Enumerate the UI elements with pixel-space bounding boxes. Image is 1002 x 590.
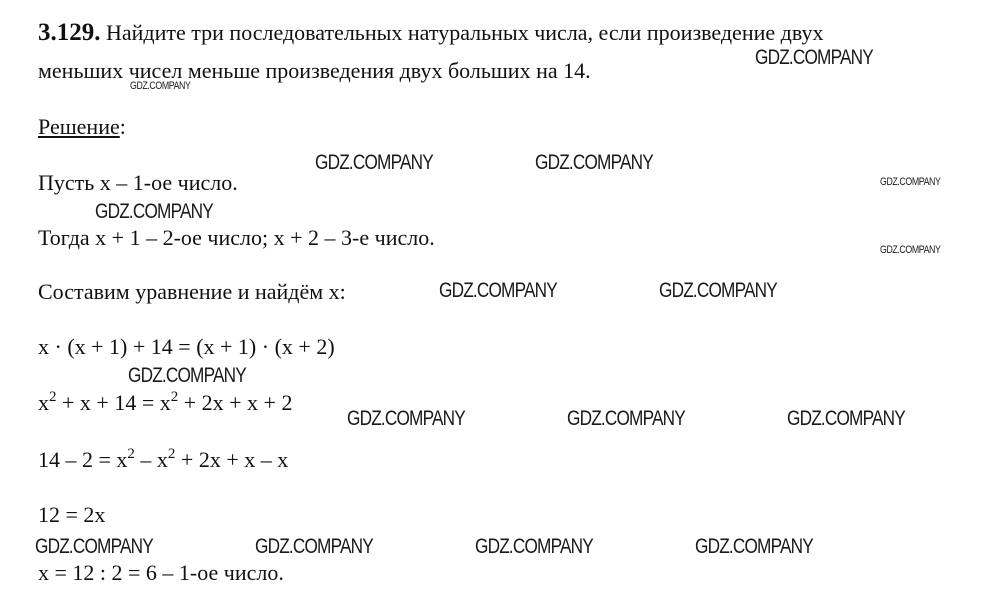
watermark: GDZ.COMPANY	[659, 279, 777, 302]
watermark: GDZ.COMPANY	[535, 151, 653, 174]
eq3-part-b: – x	[134, 447, 168, 472]
solution-compose-line: Составим уравнение и найдём x:	[38, 279, 346, 304]
watermark: GDZ.COMPANY	[695, 535, 813, 558]
watermark: GDZ.COMPANY	[880, 244, 941, 256]
watermark: GDZ.COMPANY	[255, 535, 373, 558]
watermark: GDZ.COMPANY	[128, 364, 246, 387]
eq3-exponent-2: 2	[167, 446, 176, 462]
watermark: GDZ.COMPANY	[787, 407, 905, 430]
equation-2	[38, 390, 292, 419]
equation-1: x · (x + 1) + 14 = (x + 1) · (x + 2)	[38, 334, 335, 359]
solution-heading-colon: :	[119, 114, 126, 139]
equation-5: x = 12 : 2 = 6 – 1-ое число.	[38, 560, 284, 585]
watermark: GDZ.COMPANY	[95, 200, 213, 223]
watermark: GDZ.COMPANY	[35, 535, 153, 558]
watermark: GDZ.COMPANY	[567, 407, 685, 430]
eq2-exponent-2: 2	[170, 389, 179, 405]
eq2-part-c: + 2x + x + 2	[178, 390, 293, 415]
watermark: GDZ.COMPANY	[880, 176, 941, 188]
eq2-part-a: x	[38, 390, 49, 415]
watermark: GDZ.COMPANY	[755, 46, 873, 69]
eq3-part-c: + 2x + x – x	[175, 447, 289, 472]
watermark: GDZ.COMPANY	[315, 151, 433, 174]
watermark: GDZ.COMPANY	[130, 80, 191, 92]
eq3-exponent-1: 2	[127, 446, 135, 462]
eq3-part-a: 14 – 2 = x	[38, 447, 128, 472]
equation-3	[38, 447, 288, 476]
problem-statement-line-2	[38, 58, 591, 84]
problem-statement-line-1	[38, 20, 823, 46]
solution-then-line: Тогда x + 1 – 2-ое число; x + 2 – 3-е число.	[38, 225, 435, 250]
watermark: GDZ.COMPANY	[475, 535, 593, 558]
equation-4: 12 = 2x	[38, 502, 106, 527]
problem-text-1: Найдите три последовательных натуральных числа, если произведение двух	[106, 20, 824, 45]
solution-let-line: Пусть x – 1-ое число.	[38, 170, 238, 195]
eq2-exponent-1: 2	[49, 389, 57, 405]
solution-heading-label: Решение	[38, 114, 120, 139]
watermark: GDZ.COMPANY	[347, 407, 465, 430]
problem-number: 3.129.	[38, 19, 101, 46]
problem-text-2: меньших чисел меньше произведения двух больших на 14.	[38, 58, 591, 83]
solution-heading	[38, 114, 126, 140]
watermark: GDZ.COMPANY	[439, 279, 557, 302]
eq2-part-b: + x + 14 = x	[56, 390, 171, 415]
